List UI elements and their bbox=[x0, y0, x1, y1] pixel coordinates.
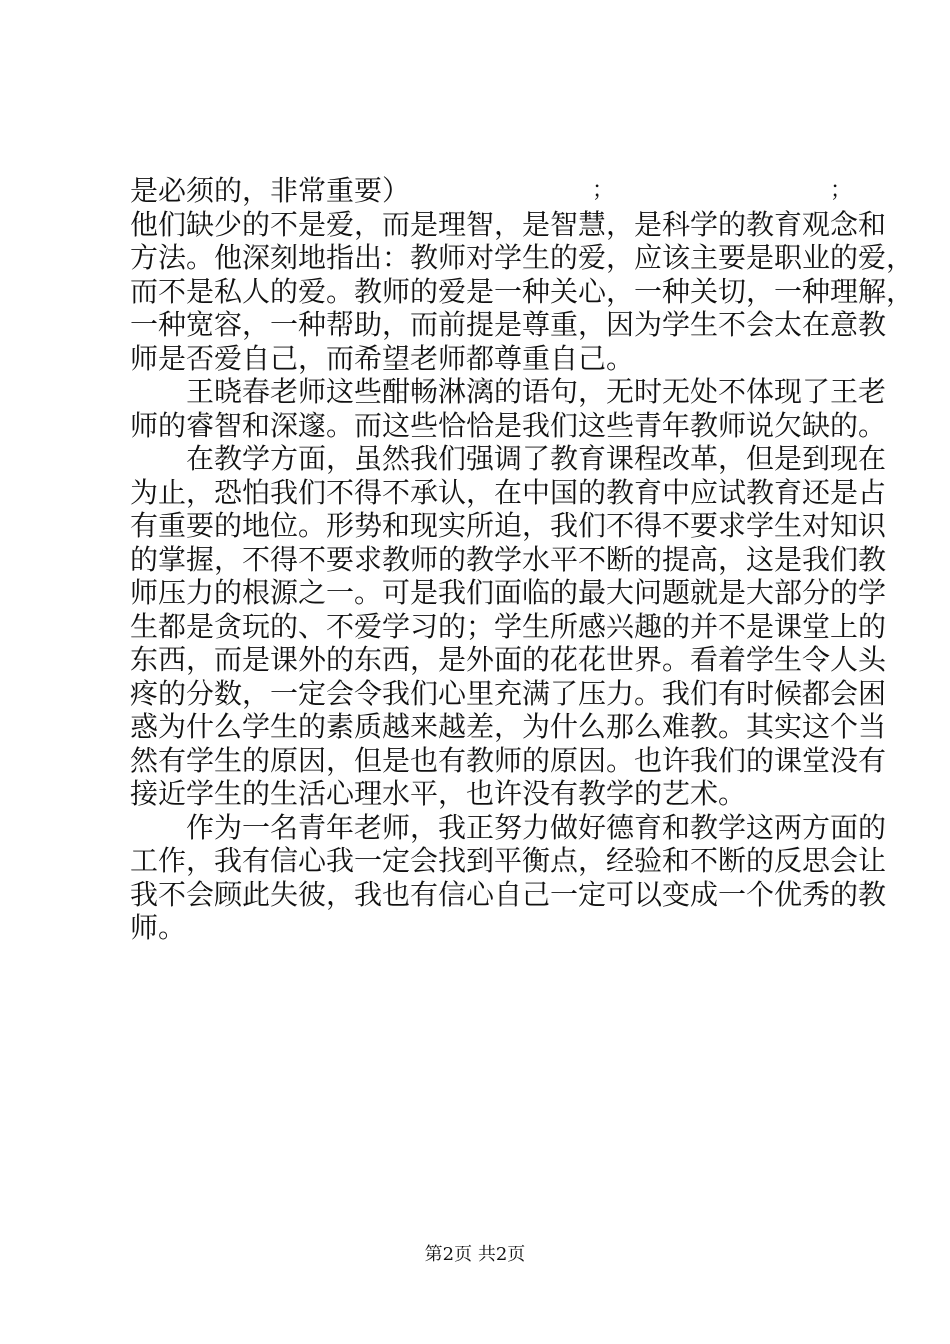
text-line: 在教学方面，虽然我们强调了教育课程改革，但是到现在 bbox=[186, 442, 887, 475]
text-line: 师的睿智和深邃。而这些恰恰是我们这些青年教师说欠缺的。 bbox=[130, 408, 887, 442]
text-line: 师压力的根源之一。可是我们面临的最大问题就是大部分的学 bbox=[130, 576, 887, 609]
text-line: 王晓春老师这些酣畅淋漓的语句，无时无处不体现了王老 bbox=[186, 375, 887, 408]
text-line: 他们缺少的不是爱，而是理智，是智慧，是科学的教育观念和 bbox=[130, 207, 887, 241]
text-line: 我不会顾此失彼，我也有信心自己一定可以变成一个优秀的教 bbox=[130, 877, 887, 911]
text-line: 为止，恐怕我们不得不承认，在中国的教育中应试教育还是占 bbox=[130, 475, 887, 509]
text-line: 方法。他深刻地指出：教师对学生的爱，应该主要是职业的爱， bbox=[130, 241, 915, 274]
text-line: 生都是贪玩的、不爱学习的；学生所感兴趣的并不是课堂上的 bbox=[130, 609, 887, 643]
semicolon-mark: ； bbox=[830, 178, 853, 203]
text-line: 而不是私人的爱。教师的爱是一种关心，一种关切，一种理解， bbox=[130, 274, 915, 308]
text-line: 师。 bbox=[130, 911, 187, 944]
text-line: 一种宽容，一种帮助，而前提是尊重，因为学生不会太在意教 bbox=[130, 308, 887, 341]
continued-text: 是必须的，非常重要） bbox=[130, 174, 411, 207]
text-line: 有重要的地位。形势和现实所迫，我们不得不要求学生对知识 bbox=[130, 509, 887, 542]
paragraph-list bbox=[130, 207, 915, 945]
text-line: 接近学生的生活心理水平，也许没有教学的艺术。 bbox=[130, 777, 747, 810]
text-line: 工作，我有信心我一定会找到平衡点，经验和不断的反思会让 bbox=[130, 844, 887, 877]
page-number-footer: 第2页 共2页 bbox=[424, 1244, 526, 1265]
text-line: 的掌握，不得不要求教师的教学水平不断的提高，这是我们教 bbox=[130, 542, 887, 576]
text-line: 惑为什么学生的素质越来越差，为什么那么难教。其实这个当 bbox=[130, 710, 887, 743]
text-line: 疼的分数，一定会令我们心里充满了压力。我们有时候都会困 bbox=[130, 676, 887, 710]
continued-line bbox=[130, 174, 853, 208]
text-line: 师是否爱自己，而希望老师都尊重自己。 bbox=[130, 341, 635, 375]
text-line: 作为一名青年老师，我正努力做好德育和教学这两方面的 bbox=[186, 810, 887, 844]
paragraph bbox=[130, 442, 887, 811]
paragraph bbox=[130, 375, 887, 442]
paragraph bbox=[130, 810, 887, 945]
document-body bbox=[130, 174, 915, 945]
semicolon-mark: ； bbox=[592, 178, 615, 203]
text-line: 东西，而是课外的东西，是外面的花花世界。看着学生令人头 bbox=[130, 643, 887, 676]
text-line: 然有学生的原因，但是也有教师的原因。也许我们的课堂没有 bbox=[130, 743, 887, 777]
paragraph bbox=[130, 207, 915, 376]
